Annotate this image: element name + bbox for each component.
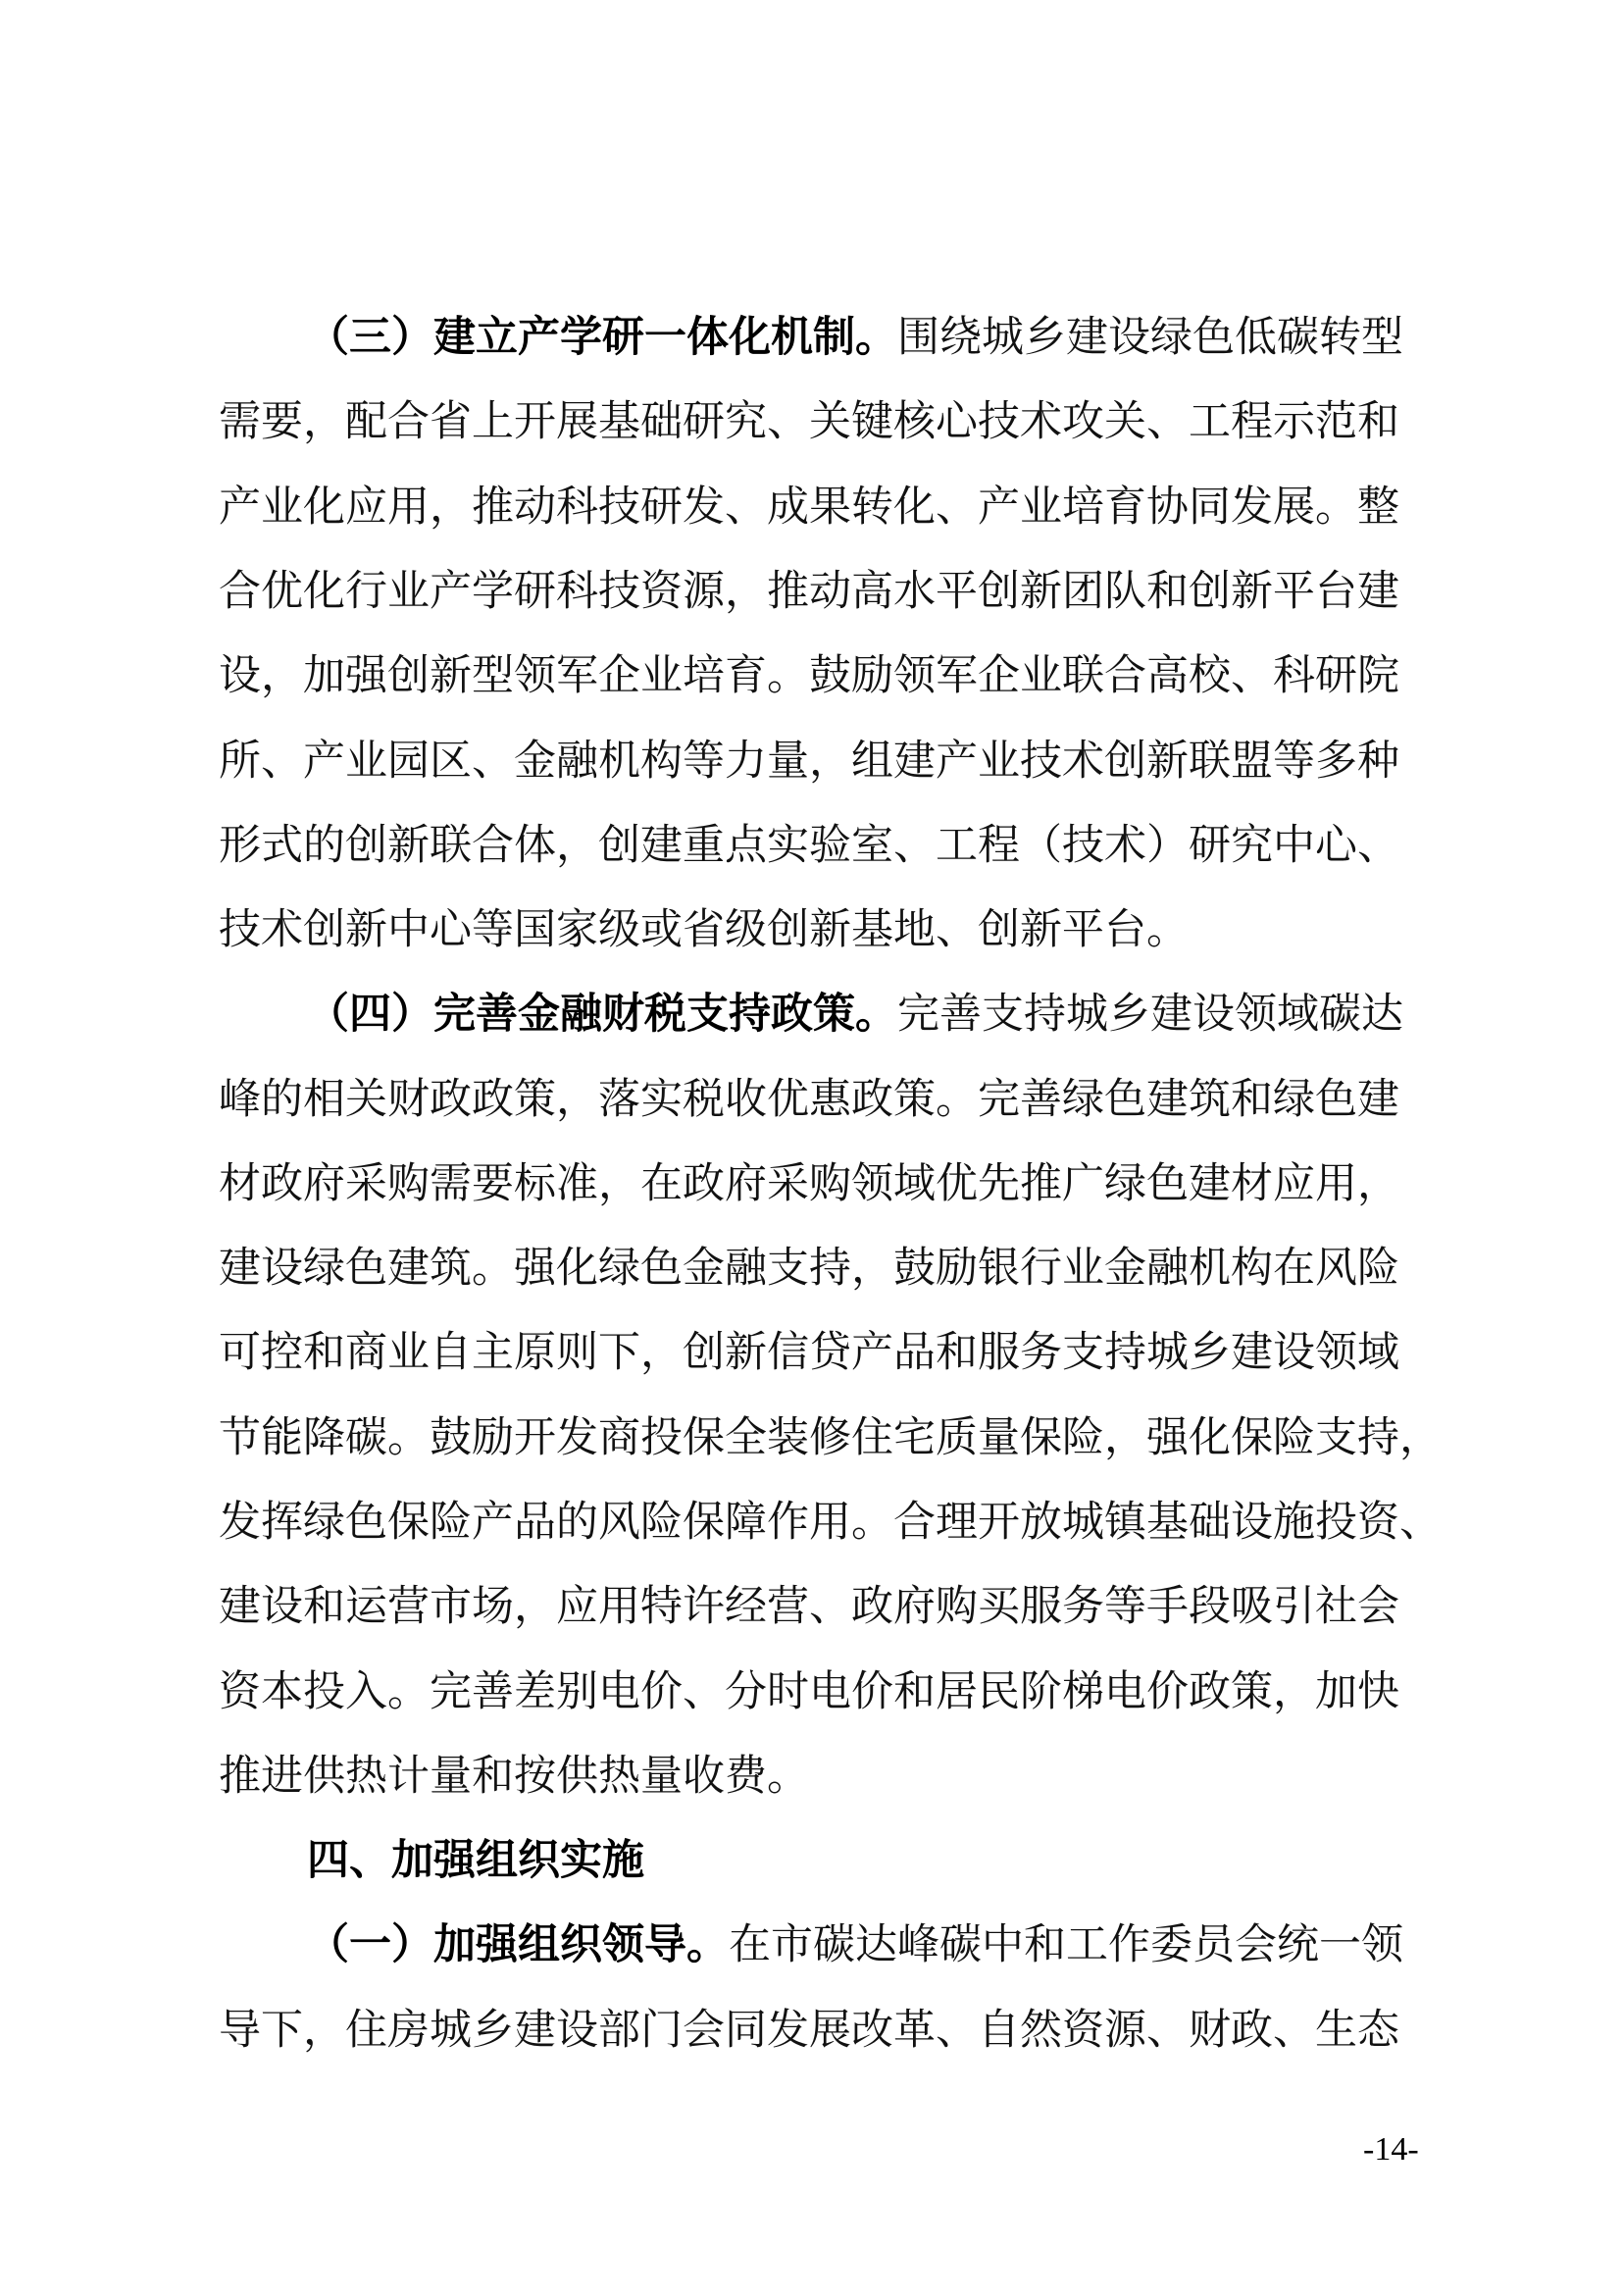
paragraph-line: 建设和运营市场，应用特许经营、政府购买服务等手段吸引社会	[219, 1582, 1399, 1631]
subsection-title: （一）加强组织领导。	[307, 1920, 729, 1969]
paragraph-text: 完善支持城乡建设领域碳达	[897, 990, 1403, 1039]
paragraph-line: 资本投入。完善差别电价、分时电价和居民阶梯电价政策，加快	[219, 1667, 1399, 1716]
paragraph-line: 可控和商业自主原则下，创新信贷产品和服务支持城乡建设领域	[219, 1328, 1399, 1377]
paragraph-text: 在市碳达峰碳中和工作委员会统一领	[729, 1920, 1403, 1969]
paragraph-line: 产业化应用，推动科技研发、成果转化、产业培育协同发展。整	[219, 483, 1399, 532]
paragraph-text: 围绕城乡建设绿色低碳转型	[897, 313, 1403, 362]
paragraph-line: 技术创新中心等国家级或省级创新基地、创新平台。	[219, 905, 1189, 954]
paragraph-line: 建设绿色建筑。强化绿色金融支持，鼓励银行业金融机构在风险	[219, 1244, 1399, 1293]
paragraph-line	[307, 308, 1403, 367]
paragraph-line: 材政府采购需要标准，在政府采购领域优先推广绿色建材应用，	[219, 1159, 1399, 1208]
paragraph-line: 节能降碳。鼓励开发商投保全装修住宅质量保险，强化保险支持，	[219, 1413, 1442, 1462]
section-heading: 四、加强组织实施	[307, 1836, 644, 1885]
paragraph-line: 峰的相关财政政策，落实税收优惠政策。完善绿色建筑和绿色建	[219, 1075, 1399, 1124]
paragraph-line: 需要，配合省上开展基础研究、关键核心技术攻关、工程示范和	[219, 397, 1399, 446]
paragraph-line: 设，加强创新型领军企业培育。鼓励领军企业联合高校、科研院	[219, 651, 1399, 700]
page-number: -14-	[1363, 2131, 1419, 2168]
paragraph-line: 合优化行业产学研科技资源，推动高水平创新团队和创新平台建	[219, 567, 1399, 616]
paragraph-line: 导下，住房城乡建设部门会同发展改革、自然资源、财政、生态	[219, 2006, 1399, 2055]
paragraph-line	[307, 1915, 1403, 1974]
paragraph-line: 发挥绿色保险产品的风险保障作用。合理开放城镇基础设施投资、	[219, 1498, 1442, 1547]
paragraph-line	[307, 985, 1403, 1044]
paragraph-line: 所、产业园区、金融机构等力量，组建产业技术创新联盟等多种	[219, 737, 1399, 786]
paragraph-line: 推进供热计量和按供热量收费。	[219, 1752, 809, 1801]
subsection-title: （三）建立产学研一体化机制。	[307, 313, 897, 362]
subsection-title: （四）完善金融财税支持政策。	[307, 990, 897, 1039]
paragraph-line: 形式的创新联合体，创建重点实验室、工程（技术）研究中心、	[219, 821, 1399, 870]
